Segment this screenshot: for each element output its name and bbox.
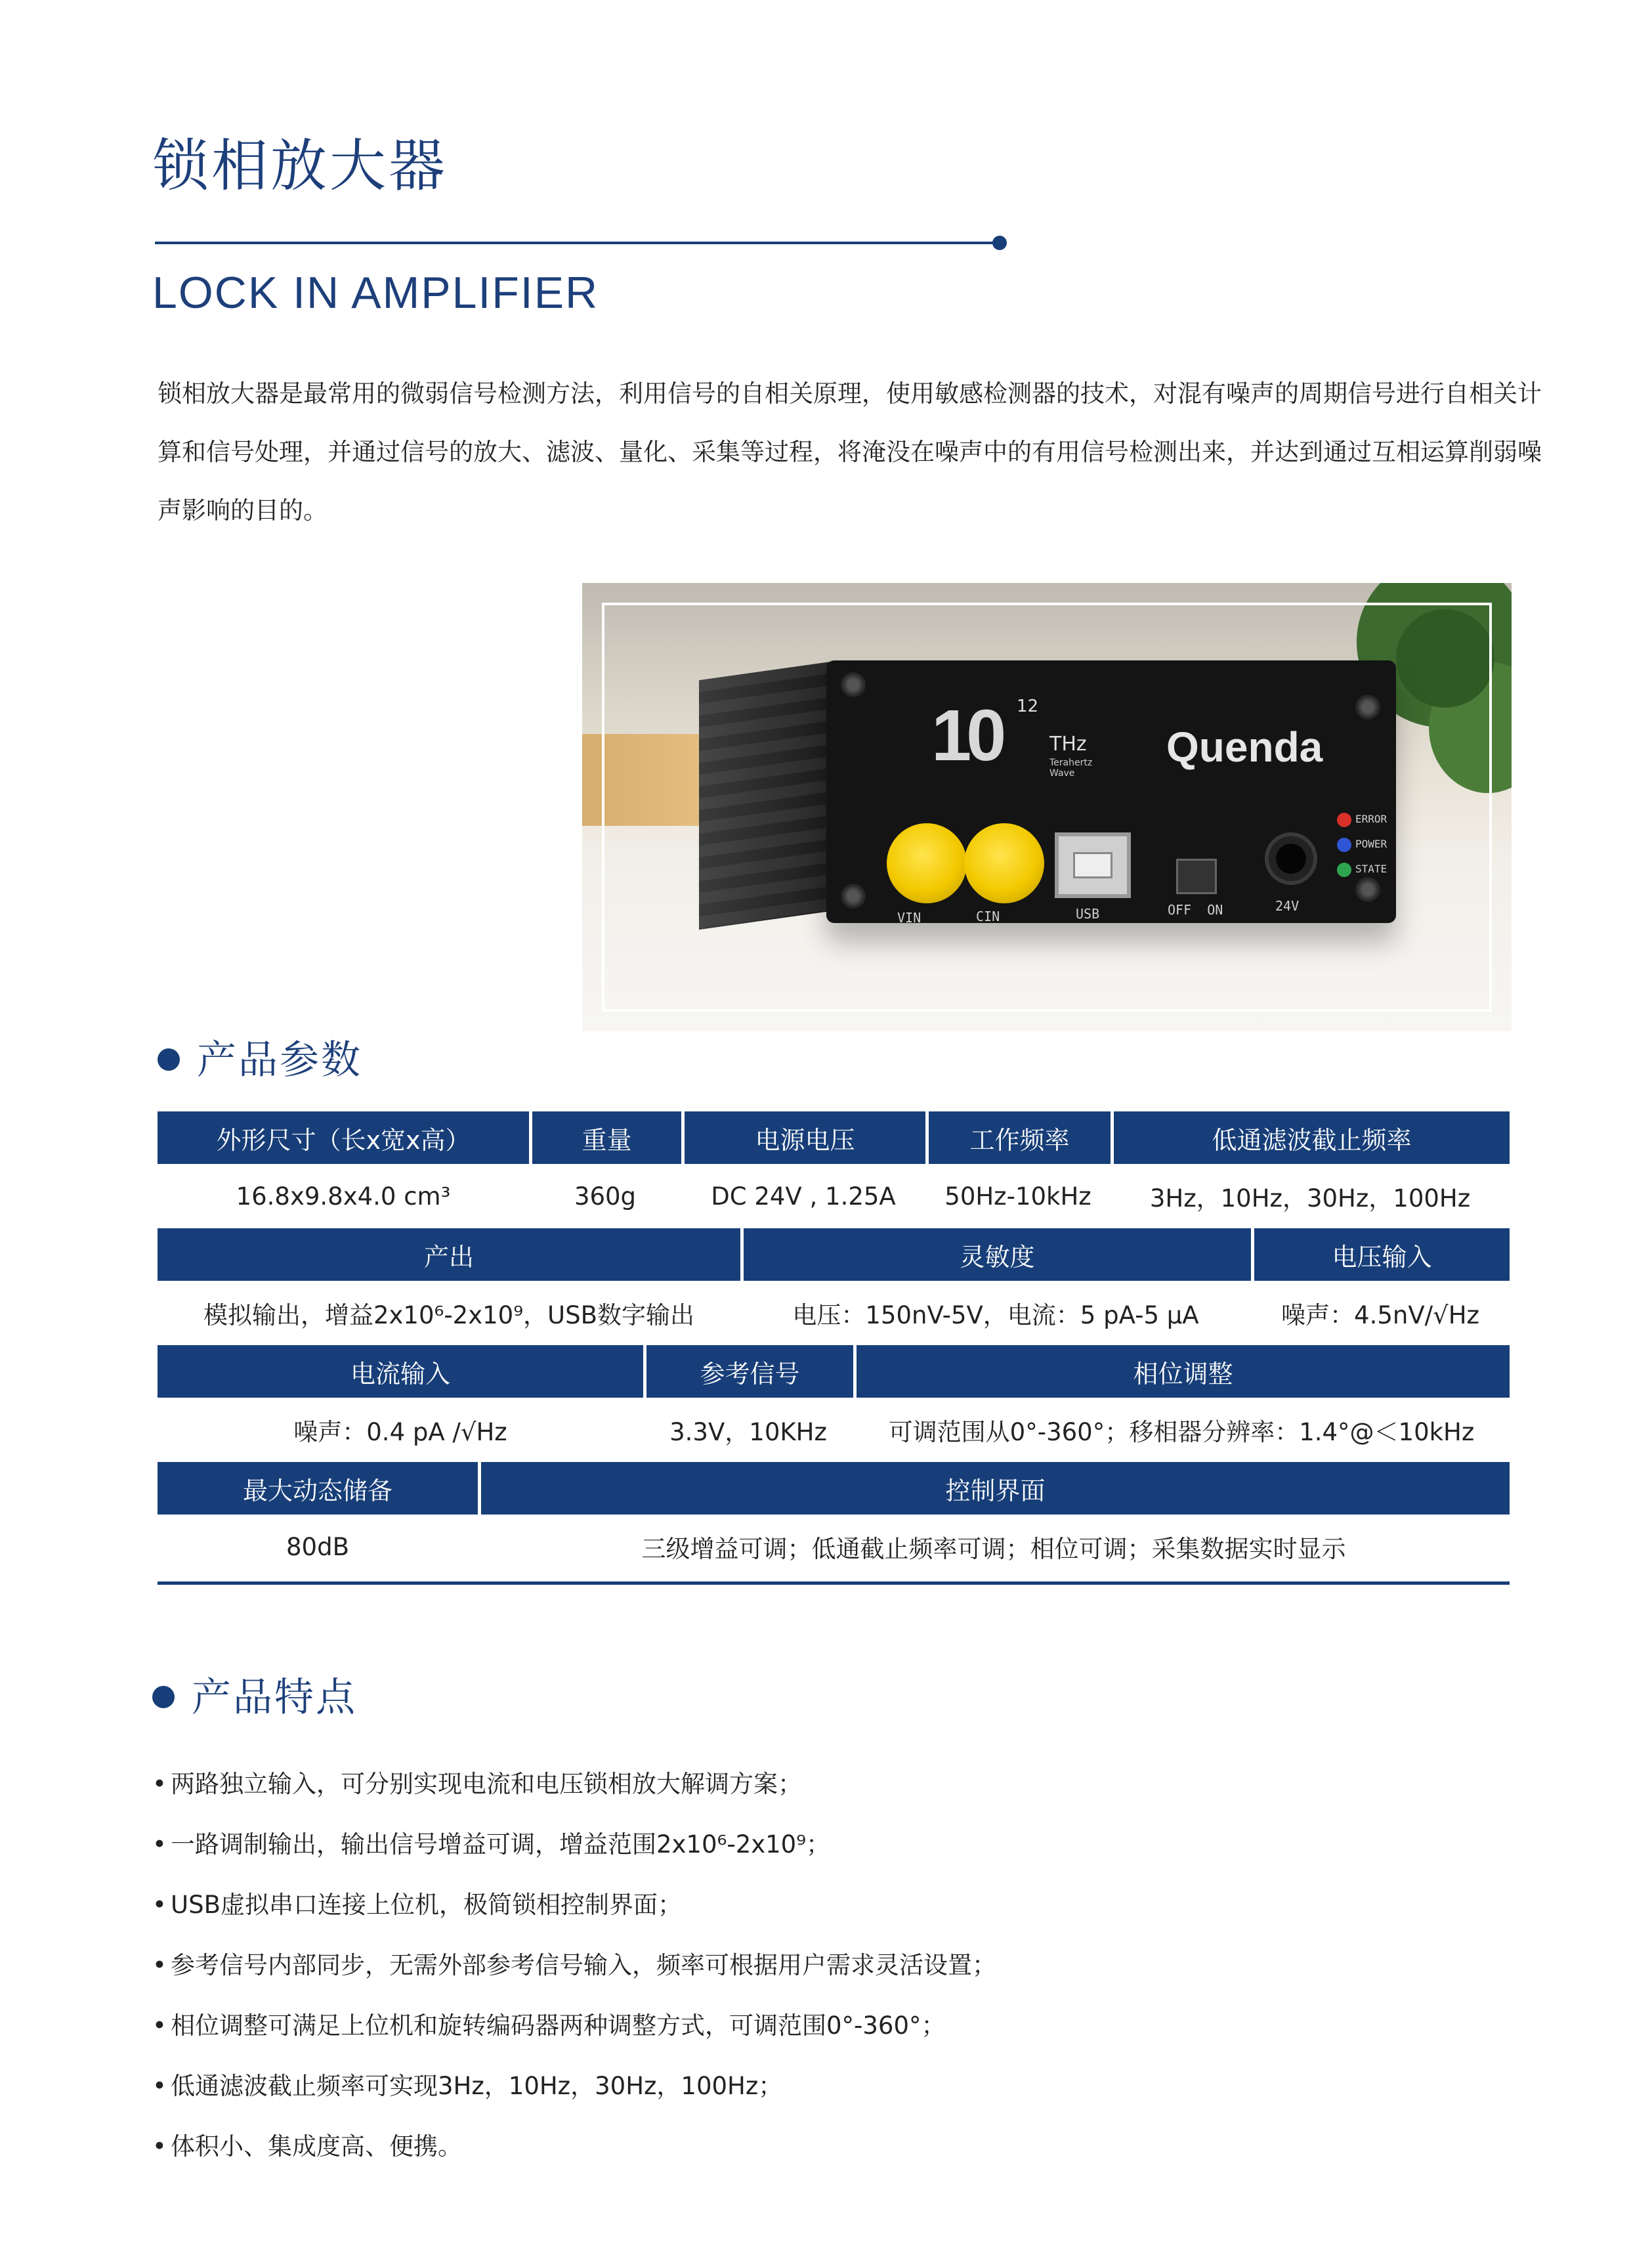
spec-value-cell: 模拟输出，增益2x10⁶-2x10⁹，USB数字输出 (203, 1301, 694, 1329)
feature-text: 相位调整可满足上位机和旋转编码器两种调整方式，可调范围0°-360°； (171, 2011, 946, 2040)
brand-logo: Quenda (1166, 723, 1323, 771)
bullet-icon: • (152, 2011, 167, 2040)
spec-header-row (158, 1228, 1510, 1281)
feature-text: 体积小、集成度高、便携。 (171, 2132, 462, 2160)
feature-list (152, 1754, 996, 2177)
title-divider (155, 242, 1002, 244)
product-photo (582, 583, 1512, 1031)
page-subtitle: LOCK IN AMPLIFIER (152, 268, 599, 318)
spec-value-cell: DC 24V , 1.25A (711, 1182, 896, 1211)
spec-value-cell: 50Hz-10kHz (944, 1182, 1091, 1211)
spec-value-cell: 3Hz，10Hz，30Hz，100Hz (1149, 1184, 1471, 1213)
page-title: 锁相放大器 (152, 133, 448, 199)
led-label-state: STATE (1355, 863, 1387, 875)
led-label-error: ERROR (1355, 813, 1387, 825)
list-item (152, 1754, 996, 1815)
spec-header-row (158, 1345, 1510, 1398)
feature-text: USB虚拟串口连接上位机，极简锁相控制界面； (171, 1891, 682, 1919)
spec-header-cell: 产出 (158, 1228, 740, 1281)
spec-table-bottom-rule (158, 1581, 1510, 1585)
spec-value-row (158, 1515, 1510, 1579)
logo-unit: THz (1049, 733, 1087, 756)
spec-value-cell: 360g (574, 1182, 637, 1211)
feature-text: 两路独立输入，可分别实现电流和电压锁相放大解调方案； (171, 1770, 802, 1798)
bullet-icon: • (152, 1891, 167, 1919)
spec-header-cell: 参考信号 (643, 1345, 853, 1398)
spec-value-row (158, 1164, 1510, 1228)
spec-header-cell: 重量 (529, 1111, 681, 1164)
list-item (152, 2056, 996, 2117)
spec-header-cell: 最大动态储备 (158, 1462, 478, 1515)
title-divider-dot (992, 236, 1007, 250)
spec-table (158, 1111, 1510, 1585)
feature-text: 一路调制输出，输出信号增益可调，增益范围2x10⁶-2x10⁹； (171, 1830, 831, 1859)
feature-text: 低通滤波截止频率可实现3Hz，10Hz，30Hz，100Hz； (171, 2072, 783, 2100)
logo-sub2: Wave (1049, 768, 1075, 779)
feature-text: 参考信号内部同步，无需外部参考信号输入，频率可根据用户需求灵活设置； (171, 1951, 996, 1979)
spec-value-cell: 可调范围从0°-360°；移相器分辨率：1.4°@＜10kHz (888, 1418, 1475, 1446)
port-label-vin: VIN (897, 910, 921, 926)
spec-header-row (158, 1111, 1510, 1164)
logo-sub1: Terahertz (1049, 758, 1093, 768)
spec-header-cell: 控制界面 (478, 1462, 1510, 1515)
spec-value-cell: 80dB (286, 1532, 349, 1561)
section-bullet (152, 1686, 175, 1708)
spec-header-cell: 灵敏度 (740, 1228, 1251, 1281)
spec-header-cell: 工作频率 (925, 1111, 1111, 1164)
spec-value-cell: 3.3V，10KHz (669, 1418, 827, 1446)
spec-value-row (158, 1281, 1510, 1345)
port-label-cin: CIN (976, 909, 1000, 924)
list-item (152, 1875, 996, 1935)
spec-header-row (158, 1462, 1510, 1515)
list-item (152, 1935, 996, 1996)
list-item (152, 2117, 996, 2177)
spec-header-cell: 外形尺寸（长x宽x高） (158, 1111, 529, 1164)
photo-frame (602, 603, 1492, 1012)
spec-value-cell: 噪声：0.4 pA /√Hz (293, 1418, 507, 1446)
bullet-icon: • (152, 2072, 167, 2100)
section-title-params: 产品参数 (197, 1037, 362, 1083)
spec-value-cell: 三级增益可调；低通截止频率可调；相位可调；采集数据实时显示 (641, 1535, 1346, 1563)
bullet-icon: • (152, 1830, 167, 1859)
logo-number: 10 (931, 695, 1002, 776)
section-bullet (158, 1048, 180, 1071)
spec-value-cell: 噪声：4.5nV/√Hz (1281, 1301, 1479, 1329)
intro-paragraph: 锁相放大器是最常用的微弱信号检测方法，利用信号的自相关原理，使用敏感检测器的技术，对混有噪声的周期信号进行自相关计算和信号处理，并通过信号的放大、滤波、量化、采集等过程，将淹没在噪声中的有用信号检测出来，并达到通过互相运算削弱噪声影响的目的。 (158, 379, 1542, 525)
logo-exponent: 12 (1017, 697, 1039, 716)
spec-value-row (158, 1398, 1510, 1462)
spec-header-cell: 电源电压 (681, 1111, 925, 1164)
bullet-icon: • (152, 2132, 167, 2160)
bullet-icon: • (152, 1951, 167, 1979)
section-title-features: 产品特点 (192, 1675, 357, 1721)
list-item (152, 1996, 996, 2056)
spec-value-cell: 16.8x9.8x4.0 cm³ (236, 1182, 451, 1211)
spec-header-cell: 电压输入 (1251, 1228, 1510, 1281)
spec-header-cell: 低通滤波截止频率 (1111, 1111, 1510, 1164)
spec-header-cell: 电流输入 (158, 1345, 643, 1398)
spec-value-cell: 电压：150nV-5V，电流：5 pA-5 μA (792, 1301, 1199, 1329)
spec-header-cell: 相位调整 (853, 1345, 1510, 1398)
port-label-usb: USB (1076, 906, 1100, 922)
port-label-switch: OFF ON (1168, 902, 1223, 918)
led-label-power: POWER (1355, 838, 1387, 850)
bullet-icon: • (152, 1770, 167, 1798)
port-label-24v: 24V (1275, 898, 1300, 914)
list-item (152, 1815, 996, 1875)
